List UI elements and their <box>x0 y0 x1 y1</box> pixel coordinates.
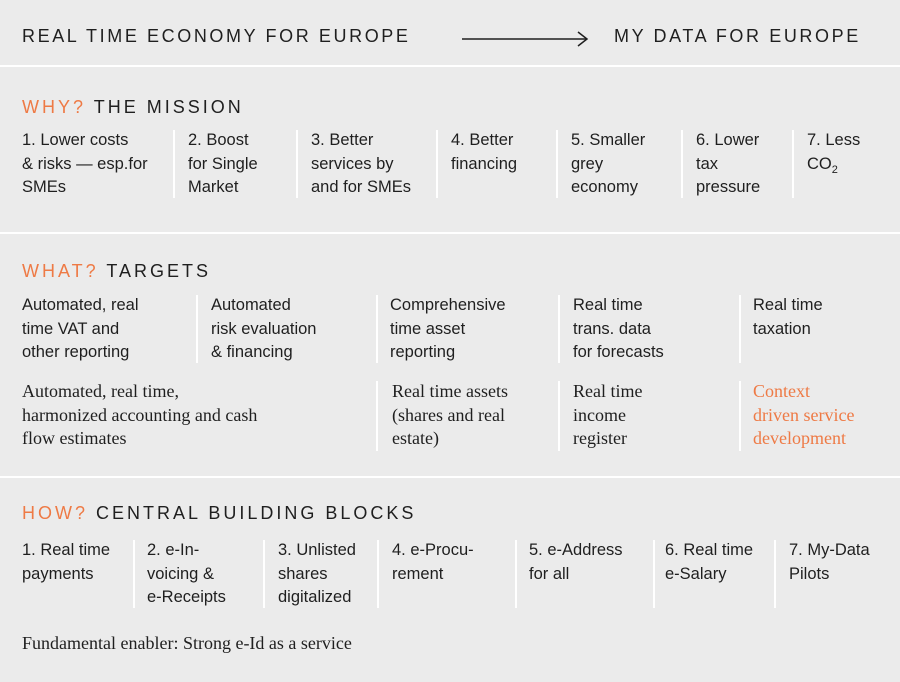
mission-item: 3. Better services by and for SMEs <box>311 131 411 196</box>
right-arrow-icon <box>462 29 590 49</box>
target-item: Real time trans. data for forecasts <box>573 296 664 361</box>
building-block: 2. e-In- voicing & e-Receipts <box>147 541 226 606</box>
blocks-title: CENTRAL BUILDING BLOCKS <box>96 503 417 523</box>
target-item: Comprehensive time asset reporting <box>390 296 506 361</box>
divider <box>0 65 900 67</box>
column-divider <box>196 295 198 363</box>
column-divider <box>792 130 794 198</box>
mission-item: 5. Smaller grey economy <box>571 131 646 196</box>
mission-title: THE MISSION <box>93 97 244 117</box>
building-block: 7. My-Data Pilots <box>789 541 870 583</box>
column-divider <box>173 130 175 198</box>
target-item: Automated, real time VAT and other reporting <box>22 296 139 361</box>
enabler-note: Fundamental enabler: Strong e-Id as a service <box>22 633 352 653</box>
header-left-title: REAL TIME ECONOMY FOR EUROPE <box>22 26 411 46</box>
column-divider <box>376 381 378 451</box>
header-right-title: MY DATA FOR EUROPE <box>614 26 861 46</box>
column-divider <box>739 295 741 363</box>
building-block: 5. e-Address for all <box>529 541 623 583</box>
column-divider <box>653 540 655 608</box>
building-block: 6. Real time e-Salary <box>665 541 754 583</box>
divider <box>0 476 900 478</box>
column-divider <box>558 295 560 363</box>
building-block: 1. Real time payments <box>22 541 111 583</box>
targets-heading <box>22 261 211 282</box>
column-divider <box>556 130 558 198</box>
column-divider <box>377 540 379 608</box>
target-outcome: Real time assets (shares and real estate) <box>392 381 508 448</box>
building-block: 3. Unlisted shares digitalized <box>278 541 356 606</box>
column-divider <box>436 130 438 198</box>
column-divider <box>681 130 683 198</box>
target-item: Real time taxation <box>753 296 823 338</box>
targets-question: WHAT? <box>22 261 99 281</box>
mission-heading <box>22 97 244 118</box>
mission-item: 2. Boost for Single Market <box>188 131 258 196</box>
target-item: Automated risk evaluation & financing <box>211 296 317 361</box>
target-outcome-highlight: Context driven service development <box>753 381 855 448</box>
target-outcome: Automated, real time, harmonized accounting and cash flow estimates <box>22 381 258 448</box>
column-divider <box>376 295 378 363</box>
mission-item: 7. Less $CO_2$ <box>807 131 861 176</box>
blocks-question: HOW? <box>22 503 88 523</box>
column-divider <box>515 540 517 608</box>
column-divider <box>558 381 560 451</box>
column-divider <box>296 130 298 198</box>
target-outcome: Real time income register <box>573 381 643 448</box>
column-divider <box>774 540 776 608</box>
blocks-heading <box>22 503 416 524</box>
mission-item: 6. Lower tax pressure <box>696 131 761 196</box>
mission-item: 1. Lower costs & risks — esp.for SMEs <box>22 131 148 196</box>
targets-title: TARGETS <box>106 261 212 281</box>
column-divider <box>133 540 135 608</box>
column-divider <box>263 540 265 608</box>
column-divider <box>739 381 741 451</box>
divider <box>0 232 900 234</box>
mission-question: WHY? <box>22 97 87 117</box>
mission-item: 4. Better financing <box>451 131 518 173</box>
building-block: 4. e-Procu- rement <box>392 541 474 583</box>
header-band <box>0 0 900 66</box>
